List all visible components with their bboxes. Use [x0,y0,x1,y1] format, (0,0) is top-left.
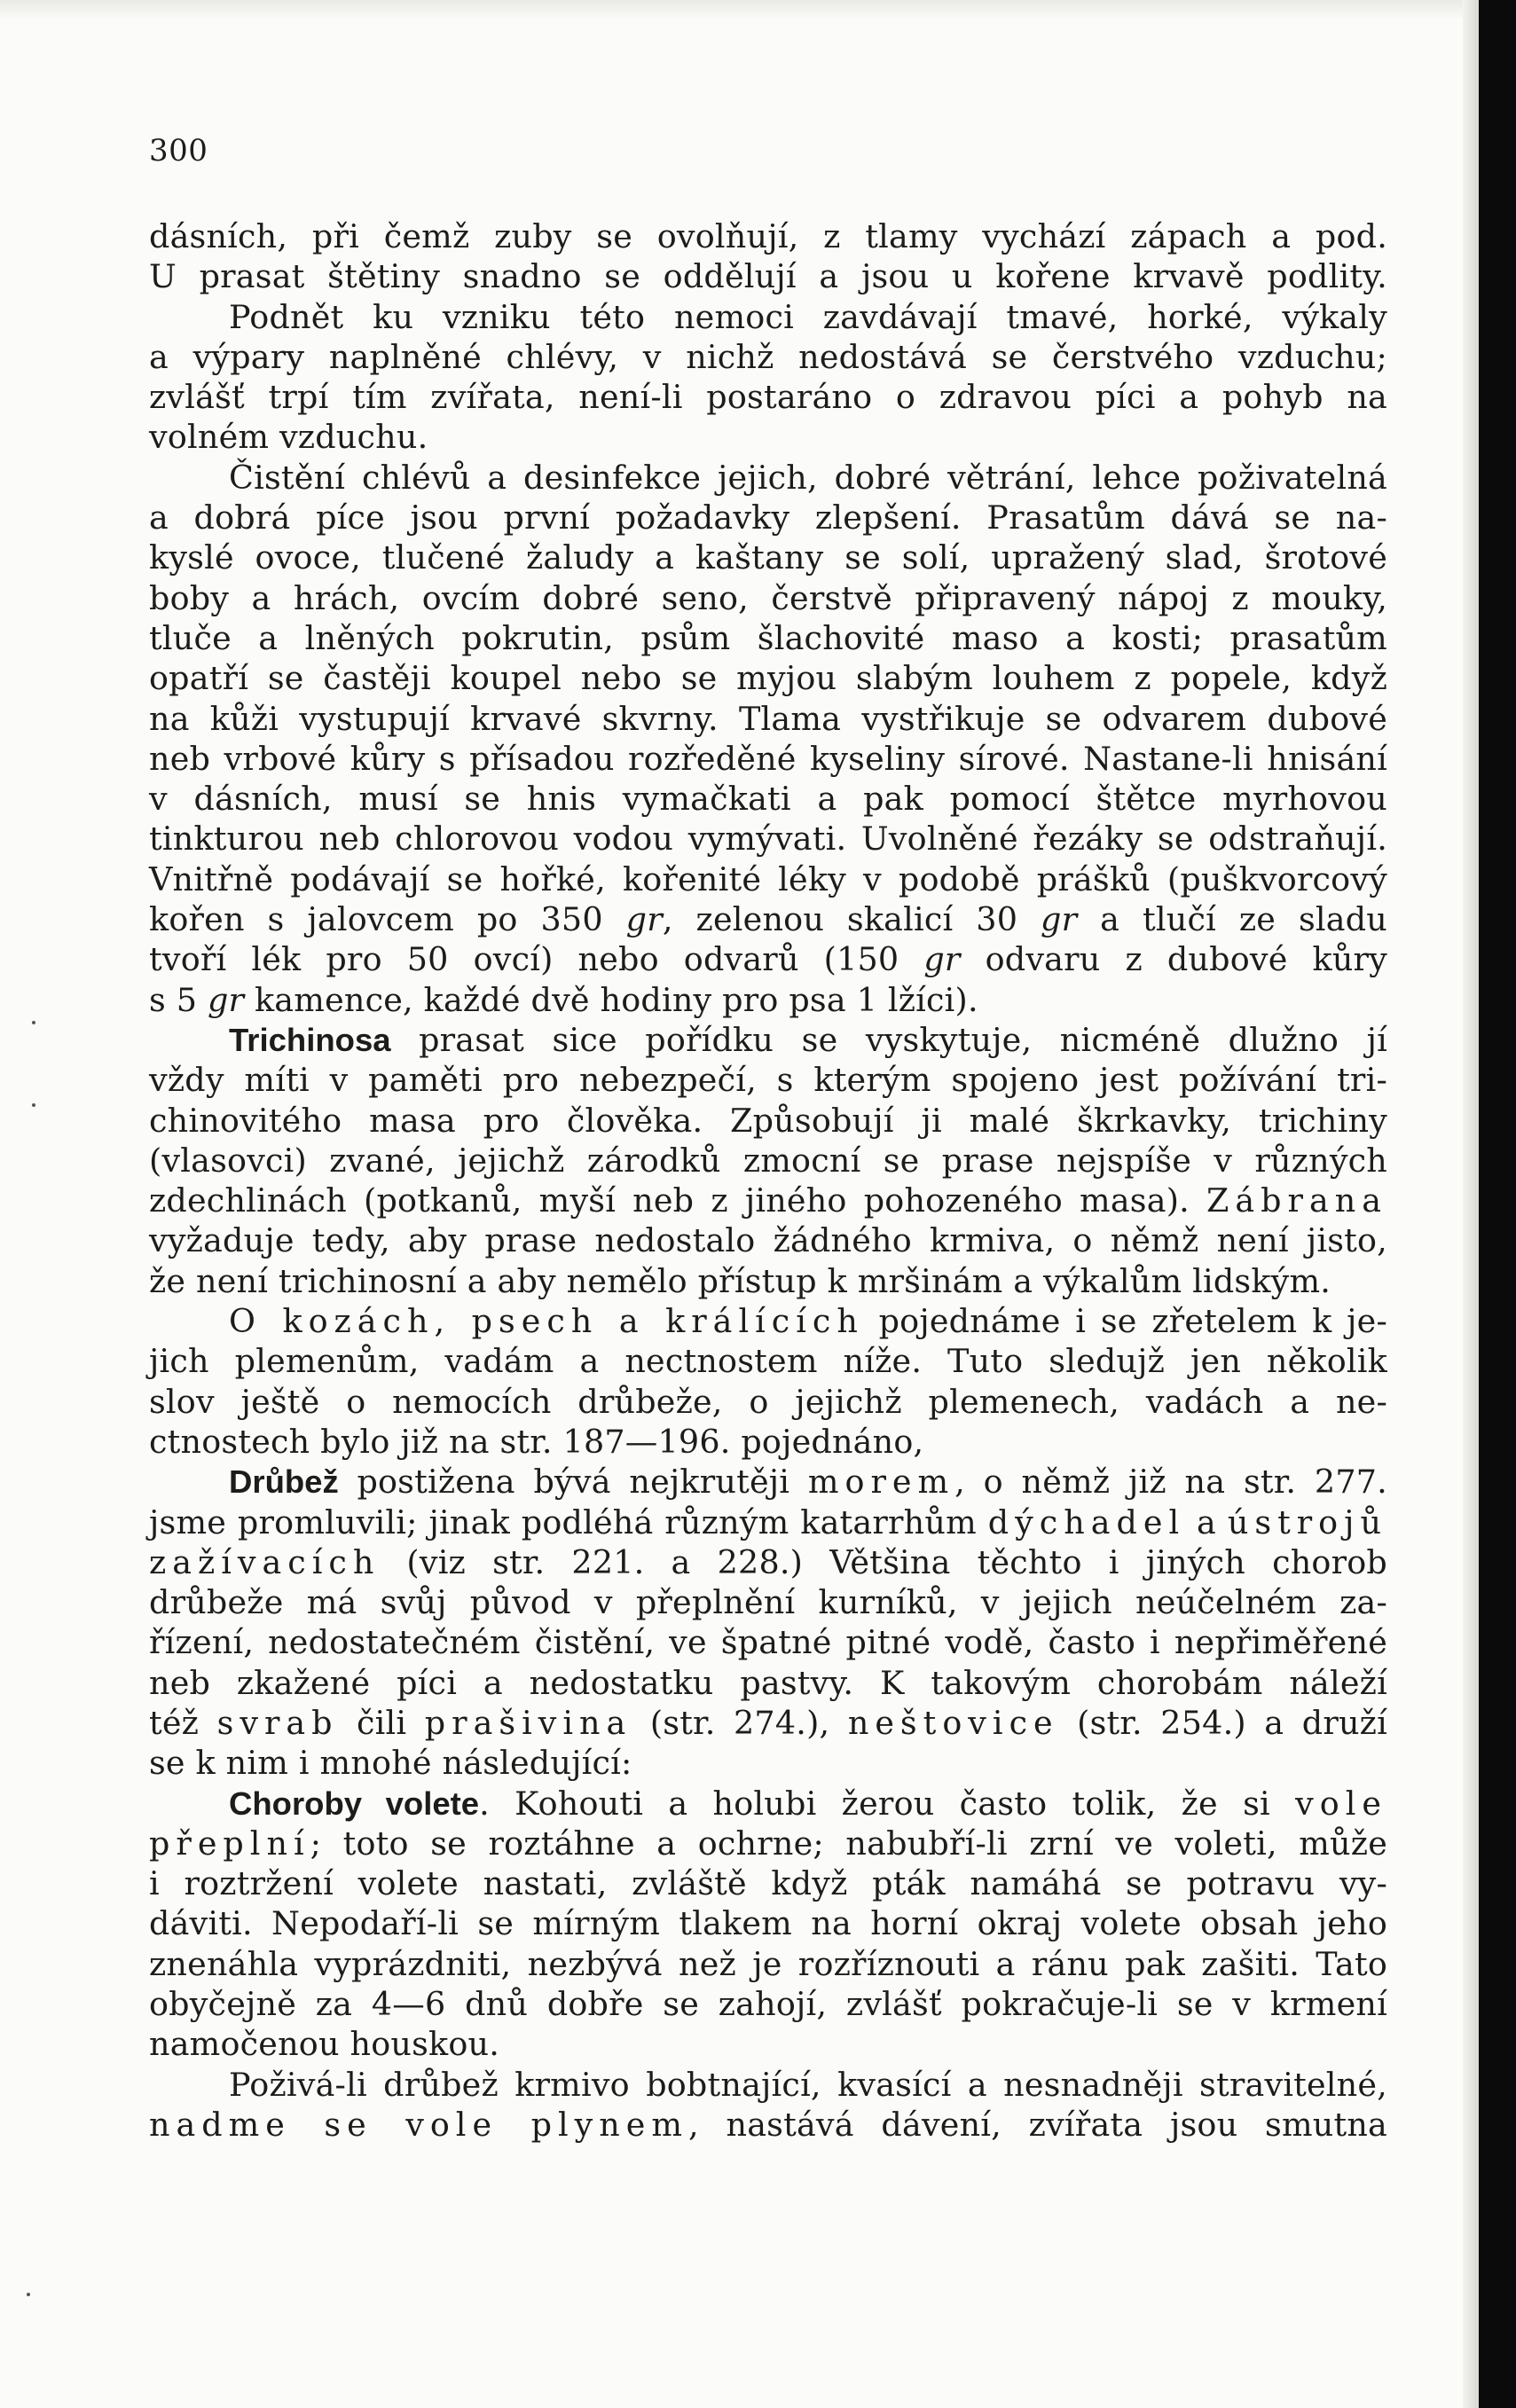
text-run: , o němž již na str. 277. [954,1463,1387,1502]
text-run: boby a hrách, ovcím dobré seno, čerstvě připravený nápoj z mouky, [149,578,1387,617]
text-line [149,618,1387,658]
text-run: (vlasovci) zvané, jejichž zárodků zmocní se prase nejspíše v různých [149,1141,1387,1180]
text-line [149,859,1387,899]
text-run: a tlučí ze sladu [1077,900,1388,939]
text-run: Poživá-li drůbež krmivo bobtnající, kvasící a nesnadněji stravitelné, [229,2065,1387,2104]
text-line [149,1784,1387,1824]
emphasized-term: dýchadel [987,1502,1186,1541]
text-run: drůbeže má svůj původ v přeplnění kurníků, v jejich neúčelném za- [149,1583,1387,1622]
text-line [149,1984,1387,2024]
text-run: postižena bývá nejkrutěji [338,1463,808,1502]
text-run: , zelenou skalicí 30 [662,900,1041,939]
text-line [149,1542,1387,1582]
text-line [149,1663,1387,1703]
text-line [149,216,1387,256]
text-line [149,1502,1387,1542]
text-line [149,1903,1387,1943]
emphasized-term: ústrojů [1227,1502,1387,1541]
text-line [149,1582,1387,1622]
emphasized-term: morem [807,1463,955,1502]
text-run: znenáhla vyprázdniti, nezbývá než je rozříznouti a ránu pak zašiti. Tato [149,1944,1387,1983]
text-line [149,779,1387,819]
text-line [149,2105,1387,2145]
page-number: 300 [149,133,208,169]
text-run: vždy míti v paměti pro nebezpečí, s kterým spojeno jest požívání tri- [149,1061,1387,1100]
text-run: Podnět ku vzniku této nemoci zavdávají tmavé, horké, výkaly [229,297,1387,336]
text-run: že není trichinosní a aby nemělo přístup k mršinám a výkalům lidským. [149,1261,1331,1300]
text-line [149,2065,1387,2105]
text-line [149,458,1387,498]
text-run: Čistění chlévů a desinfekce jejich, dobré větrání, lehce poživatelná [229,458,1387,497]
text-run: namočenou houskou. [149,2025,500,2064]
text-run: jsme promluvili; jinak podléhá různým katarrhům [149,1502,988,1541]
text-run: kořen s jalovcem po 350 [149,900,626,939]
scan-speck [27,2293,30,2296]
text-run: zdechlinách (potkanů, myší neb z jiného pohozeného masa). [149,1181,1207,1220]
text-line [149,1141,1387,1180]
text-run: tvoří lék pro 50 ovcí) nebo odvarů (150 [149,940,924,979]
text-run: kamence, každé dvě hodiny pro psa 1 lžíci). [244,980,978,1019]
text-line [149,1020,1387,1060]
text-run: jich plemenům, vadám a nectnostem níže. Tuto sledujž jen několik [149,1342,1387,1381]
text-line [149,1703,1387,1743]
text-run: a dobrá píce jsou první požadavky zlepšení. Prasatům dává se na- [149,498,1387,537]
text-line [149,899,1387,939]
emphasized-term: přeplní [149,1824,310,1863]
text-run: (str. 254.) a druží [1058,1703,1387,1742]
text-line [149,939,1387,979]
scan-speck [32,1103,35,1107]
page-top-edge [0,0,1516,20]
text-run: čili [338,1703,425,1742]
text-line [149,658,1387,698]
text-run: U prasat štětiny snadno se oddělují a jsou u kořene krvavě podlity. [149,257,1387,296]
emphasized-term: prašivina [424,1703,632,1742]
text-line [149,1462,1387,1502]
text-run: a [1185,1502,1228,1541]
text-run: kyslé ovoce, tlučené žaludy a kaštany se solí, upražený slad, šrotové [149,538,1387,577]
text-line [149,699,1387,739]
text-run: slov ještě o nemocích drůbeže, o jejichž plemenech, vadách a ne- [149,1382,1387,1421]
text-line [149,417,1387,457]
text-run: Vnitřně podávají se hořké, kořenité léky v podobě prášků (puškvorcový [149,859,1387,898]
text-run: ; toto se roztáhne a ochrne; nabubří-li zrní ve voleti, může [310,1824,1387,1863]
text-run: v dásních, musí se hnis vymačkati a pak pomocí štětce myrhovou [149,780,1387,819]
unit-abbreviation: gr [923,940,961,979]
emphasized-term: O kozách, psech a králících [229,1302,864,1341]
text-run: opatří se častěji koupel nebo se myjou slabým louhem z popele, když [149,659,1387,698]
emphasized-term: vole [1295,1784,1387,1823]
text-run: dásních, při čemž zuby se ovolňují, z tlamy vychází zápach a pod. [149,217,1387,255]
page-fold-shadow [1463,0,1479,2408]
text-run: odvaru z dubové kůry [960,940,1387,979]
text-line [149,1341,1387,1381]
text-run: volném vzduchu. [149,418,428,457]
text-line [149,1301,1387,1341]
text-line [149,1060,1387,1100]
text-line [149,1422,1387,1462]
text-line [149,1382,1387,1422]
emphasized-term: neštovice [847,1703,1059,1742]
text-line [149,498,1387,537]
text-run: pojednáme i se zřetelem k je- [863,1302,1387,1341]
text-run: s 5 [149,980,208,1019]
text-line [149,1824,1387,1863]
text-run: řízení, nedostatečném čistění, ve špatné pitné vodě, často i nepřiměřené [149,1623,1387,1662]
text-run: vyžaduje tedy, aby prase nedostalo žádného krmiva, o němž není jisto, [149,1221,1387,1260]
text-run: prasat sice pořídku se vyskytuje, nicméně dlužno jí [390,1020,1387,1059]
text-run: neb vrbové kůry s přísadou rozředěné kyseliny sírové. Nastane-li hnisání [149,739,1387,778]
text-line [149,739,1387,779]
text-line [149,1944,1387,1984]
emphasized-term: Zábrana [1206,1181,1387,1220]
text-line [149,578,1387,618]
scan-speck [32,1021,35,1024]
text-run: . Kohouti a holubi žerou často tolik, že si [479,1784,1296,1823]
text-run: i roztržení volete nastati, zvláště když pták namáhá se potravu vy- [149,1864,1387,1903]
text-run: chinovitého masa pro člověka. Způsobují ji malé škrkavky, trichiny [149,1101,1387,1140]
text-run: dáviti. Nepodaří-li se mírným tlakem na horní okraj volete obsah jeho [149,1904,1387,1943]
text-line [149,337,1387,377]
emphasized-term: svrab [216,1703,339,1742]
text-run: též [149,1703,217,1742]
text-run: (str. 274.), [632,1703,848,1742]
section-heading: Drůbež [229,1463,339,1501]
text-line [149,1261,1387,1301]
text-run: (viz str. 221. a 228.) Většina těchto i jiných chorob [380,1542,1387,1581]
text-line [149,1743,1387,1783]
scan-border [1479,0,1516,2408]
text-line [149,980,1387,1020]
section-heading: Choroby volete [229,1784,480,1822]
text-line [149,256,1387,296]
section-heading: Trichinosa [229,1021,391,1058]
text-run: , nastává dávení, zvířata jsou smutna [687,2105,1387,2144]
text-line [149,819,1387,859]
text-run: ctnostech bylo již na str. 187—196. pojednáno, [149,1422,924,1461]
text-run: tluče a lněných pokrutin, psům šlachovité maso a kosti; prasatům [149,618,1387,657]
unit-abbreviation: gr [207,980,245,1019]
text-line [149,1622,1387,1662]
body-text [149,216,1387,2145]
emphasized-term: zažívacích [149,1542,381,1581]
text-line [149,1863,1387,1903]
text-run: neb zkažené píci a nedostatku pastvy. K takovým chorobám náleží [149,1663,1387,1702]
text-line [149,2024,1387,2064]
unit-abbreviation: gr [1041,900,1078,939]
text-run: na kůži vystupují krvavé skvrny. Tlama vystřikuje se odvarem dubové [149,699,1387,738]
text-line [149,297,1387,337]
text-line [149,537,1387,577]
unit-abbreviation: gr [625,900,663,939]
text-run: zvlášť trpí tím zvířata, není-li postaráno o zdravou píci a pohyb na [149,378,1387,417]
text-run: a výpary naplněné chlévy, v nichž nedostává se čerstvého vzduchu; [149,337,1387,376]
text-run: tinkturou neb chlorovou vodou vymývati. Uvolněné řezáky se odstraňují. [149,820,1387,859]
text-line [149,1220,1387,1260]
text-run: se k nim i mnohé následující: [149,1744,632,1783]
text-line [149,1101,1387,1141]
text-run: obyčejně za 4—6 dnů dobře se zahojí, zvlášť pokračuje-li se v krmení [149,1985,1387,2024]
text-line [149,377,1387,417]
emphasized-term: nadme se vole plynem [149,2105,688,2144]
text-line [149,1180,1387,1220]
